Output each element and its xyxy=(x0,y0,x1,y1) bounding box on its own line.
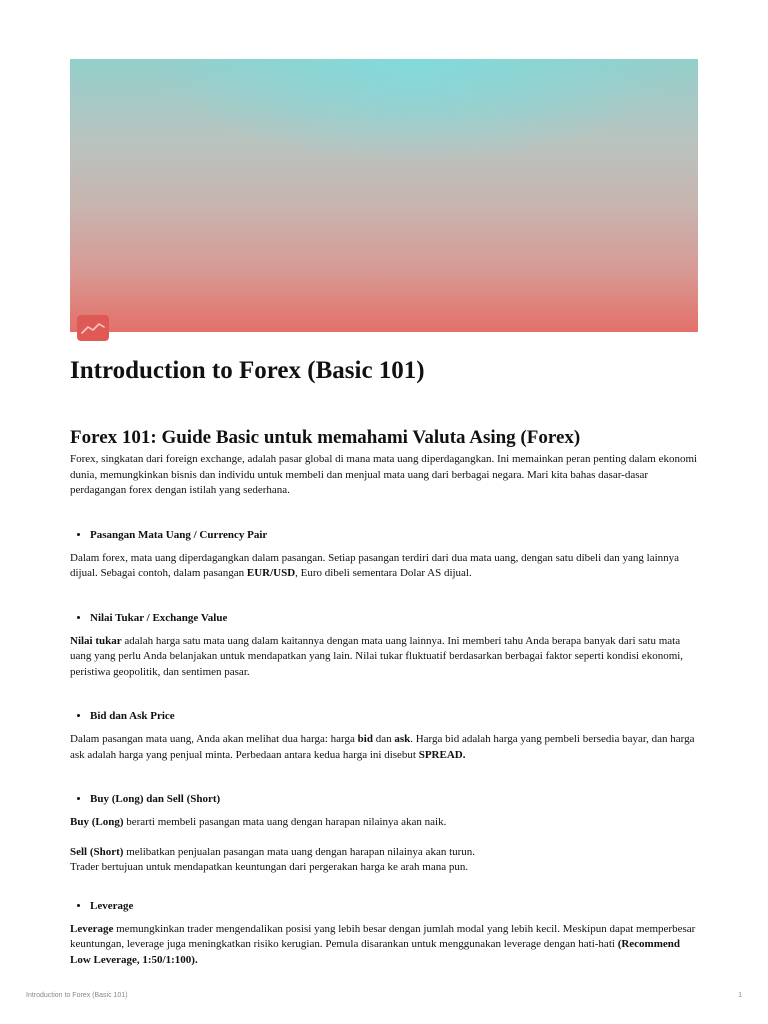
section-leverage xyxy=(70,898,700,969)
bold-text: SPREAD. xyxy=(418,748,466,761)
chart-line-icon xyxy=(77,315,109,341)
bold-text: Sell (Short) xyxy=(70,845,124,858)
text: Trader bertujuan untuk mendapatkan keuntungan dari pergerakan harga ke arah mana pun. xyxy=(70,861,469,873)
bold-text: Nilai tukar xyxy=(70,634,122,647)
text: melibatkan penjualan pasangan mata uang dengan harapan nilainya akan turun. xyxy=(123,845,476,858)
bold-text: Buy (Long) xyxy=(70,816,124,828)
text: Dalam forex, mata uang diperdagangkan dalam pasangan. Setiap pasangan terdiri dari dua mata uang, dengan satu dibeli dan yang lainnya dijual. Sebagai contoh, dalam pasangan xyxy=(70,551,680,579)
bold-text: bid xyxy=(357,733,373,745)
bullet-heading: • Nilai Tukar / Exchange Value xyxy=(90,610,700,626)
paragraph xyxy=(70,551,700,582)
text: . Harga bid adalah harga yang pembeli bersedia bayar, dan harga ask adalah harga yang penjual minta. Perbedaan antara kedua harga ini disebut xyxy=(70,733,695,761)
bold-text: EUR/USD xyxy=(246,567,296,579)
bold-text: ask xyxy=(394,733,411,745)
paragraph xyxy=(70,634,700,681)
text: Dalam pasangan mata uang, Anda akan melihat dua harga: harga xyxy=(70,733,358,745)
section-buy-sell xyxy=(70,791,700,876)
section-title: Forex 101: Guide Basic untuk memahami Valuta Asing (Forex) xyxy=(70,427,581,448)
bold-text: Leverage xyxy=(70,922,114,935)
text: adalah harga satu mata uang dalam kaitannya dengan mata uang lainnya. Ini memberi tahu Anda berapa banyak dari satu mata uang yang perlu Anda belanjakan untuk mendapatkan yang lain. Nilai tukar fluktuatif berdasarkan berbagai faktor seperti kondisi ekonomi, peristiwa geopolitik, dan sentimen pasar. xyxy=(70,634,684,678)
section-exchange-value xyxy=(70,610,700,681)
text: , Euro dibeli sementara Dolar AS dijual. xyxy=(295,567,472,579)
footer-document-title: Introduction to Forex (Basic 101) xyxy=(26,992,128,999)
bold-text: (Recommend Low Leverage, 1:50/1:100). xyxy=(70,938,681,966)
paragraph xyxy=(70,922,700,969)
text: dan xyxy=(372,733,395,745)
bullet-heading: • Bid dan Ask Price xyxy=(90,708,700,724)
cover-image xyxy=(70,59,698,332)
section-bid-ask xyxy=(70,708,700,763)
bullet-heading: • Pasangan Mata Uang / Currency Pair xyxy=(90,527,700,543)
text: memungkinkan trader mengendalikan posisi yang lebih besar dengan jumlah modal yang lebih kecil. Meskipun dapat memperbesar keuntungan, leverage juga meningkatkan risiko kerugian. Pemula disarankan untuk menggunakan leverage dengan hati-hati xyxy=(70,922,696,950)
footer-page-number: 1 xyxy=(738,992,742,999)
document-body xyxy=(70,352,700,968)
paragraph xyxy=(70,815,700,831)
bullet-heading: • Leverage xyxy=(90,898,700,914)
paragraph xyxy=(70,845,700,876)
text: berarti membeli pasangan mata uang dengan harapan nilainya akan naik. xyxy=(123,816,447,828)
bullet-heading: • Buy (Long) dan Sell (Short) xyxy=(90,791,700,807)
paragraph xyxy=(70,732,700,763)
intro-paragraph: Forex, singkatan dari foreign exchange, adalah pasar global di mana mata uang diperdagangkan. Ini memainkan peran penting dalam ekonomi dunia, memungkinkan bisnis dan individu untuk membeli dan menjual mata uang dari berbagai negara. Mari kita bahas dasar-dasar perdagangan forex dengan istilah yang sederhana. xyxy=(70,453,698,496)
page-title: Introduction to Forex (Basic 101) xyxy=(70,357,425,384)
section-currency-pair xyxy=(70,527,700,582)
